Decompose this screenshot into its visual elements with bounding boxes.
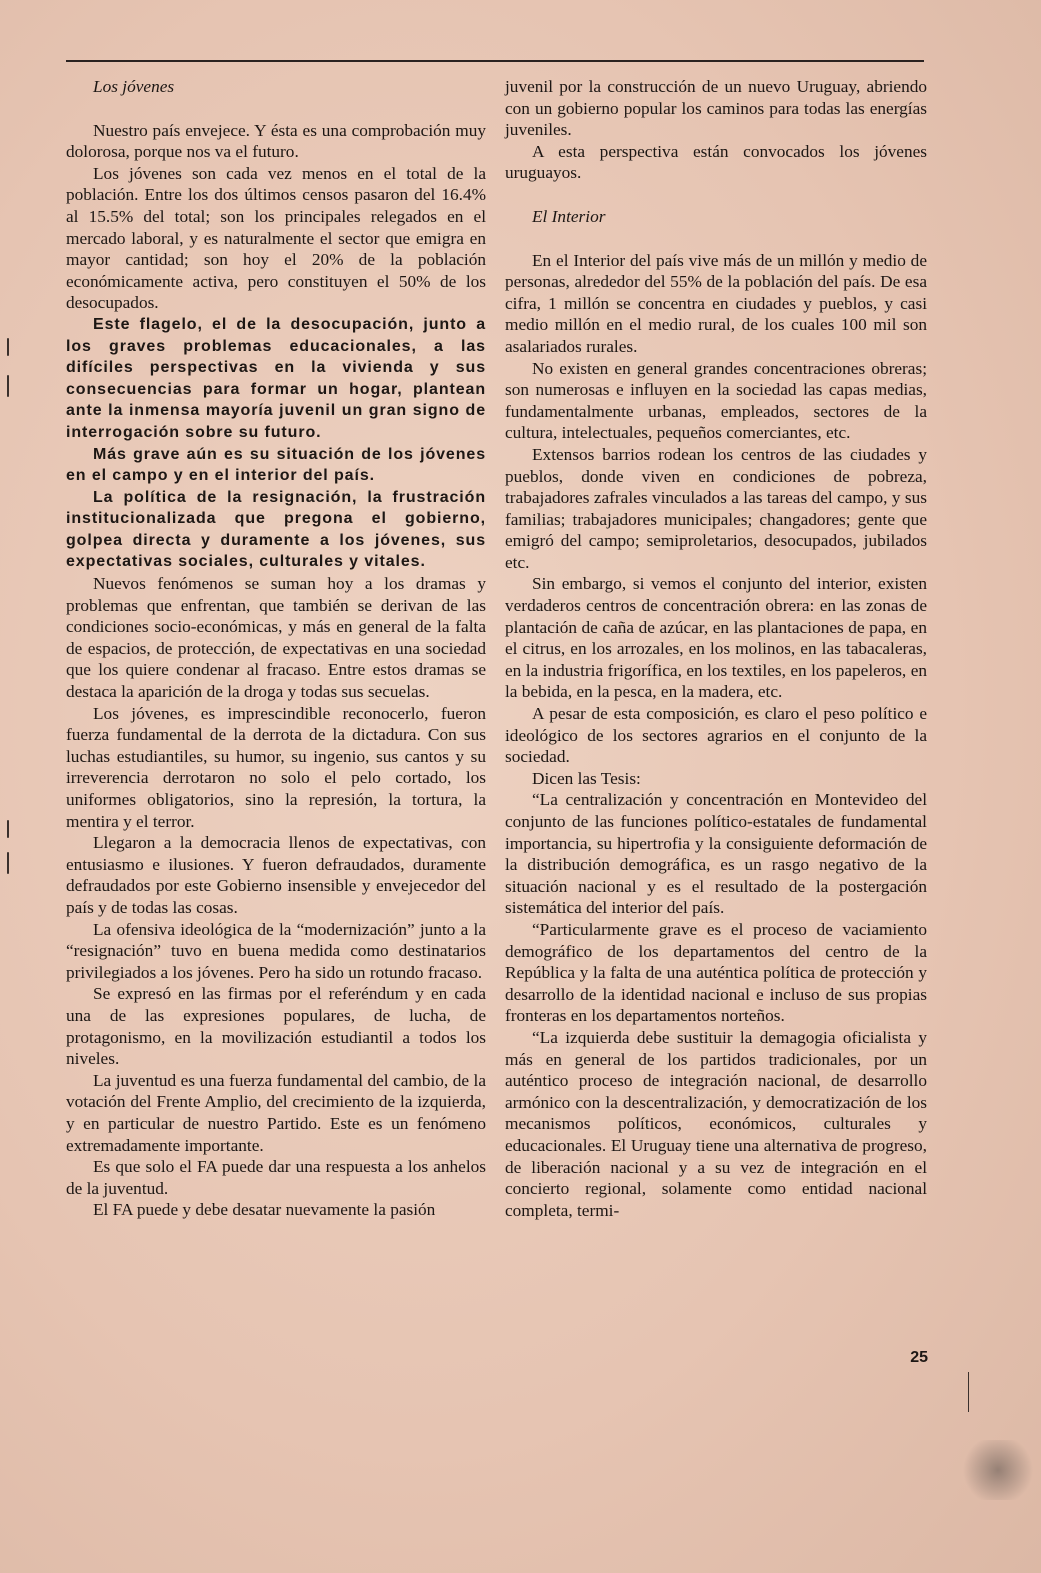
- margin-mark: [7, 852, 9, 874]
- margin-mark: [7, 338, 9, 356]
- paragraph: Los jóvenes son cada vez menos en el total de la población. Entre los dos últimos censos pasaron del 16.4% al 15.5% del total; son los principales relegados en el mercado laboral, y es naturalmente el sector que emigra en mayor cantidad; son hoy el 20% de la población económicamente activa, pero constituyen el 50% de los desocupados.: [66, 163, 486, 313]
- paragraph: Se expresó en las firmas por el referéndum y en cada una de las expresiones populares, de lucha, de protagonismo, en la movilización estudiantil a todos los niveles.: [66, 984, 486, 1069]
- right-column: [505, 76, 927, 1221]
- paragraph: Extensos barrios rodean los centros de las ciudades y pueblos, donde viven en condiciones de pobreza, trabajadores zafrales vinculados a las tareas del campo, y sus familias; trabajadores municipales; changadores; gente que emigró del campo; semiproletarios, desocupados, jubilados etc.: [505, 444, 927, 572]
- edge-mark: [968, 1372, 969, 1412]
- paragraph: Nuestro país envejece. Y ésta es una comprobación muy dolorosa, porque nos va el futuro.: [66, 120, 486, 162]
- bold-paragraph: La política de la resignación, la frustración institucionalizada que pregona el gobierno, golpea directa y duramente a los jóvenes, sus expectativas sociales, culturales y vitales.: [66, 488, 486, 571]
- margin-mark: [7, 375, 9, 397]
- paragraph: Nuevos fenómenos se suman hoy a los dramas y problemas que enfrentan, que también se derivan de las condiciones socio-económicas, y más en general de la falta de espacios, de protección, de expectativas en una sociedad que los quiere condenar al fracaso. Entre estos dramas se destaca la aparición de la droga y todas sus secuelas.: [66, 574, 486, 702]
- paragraph: Dicen las Tesis:: [532, 768, 641, 788]
- section-heading-interior: El Interior: [532, 206, 606, 226]
- paragraph: A pesar de esta composición, es claro el peso político e ideológico de los sectores agrarios en el conjunto de la sociedad.: [505, 704, 927, 767]
- paragraph: “La centralización y concentración en Montevideo del conjunto de las funciones político-estatales de fundamental importancia, su hipertrofia y la consiguiente deformación de la distribución demográfica, es un rasgo negativo de la situación nacional y es el resultado de la postergación sistemática del interior del país.: [505, 790, 927, 918]
- paragraph: No existen en general grandes concentraciones obreras; son numerosas e influyen en la sociedad las capas medias, fundamentalmente urbanas, empleados, sectores de la cultura, intelectuales, pequeños comerciantes, etc.: [505, 358, 927, 443]
- paragraph: La ofensiva ideológica de la “modernización” junto a la “resignación” tuvo en buena medida como destinatarios privilegiados a los jóvenes. Pero ha sido un rotundo fracaso.: [66, 919, 486, 982]
- print-smudge: [958, 1440, 1038, 1500]
- section-heading-jovenes: Los jóvenes: [93, 77, 175, 96]
- margin-mark: [7, 820, 9, 838]
- paragraph: “Particularmente grave es el proceso de vaciamiento demográfico de los departamentos del centro de la República y la falta de una auténtica política de protección y desarrollo de la identidad nacional e incluso de sus propias fronteras en los departamentos norteños.: [505, 919, 927, 1026]
- bold-paragraph: Más grave aún es su situación de los jóvenes en el campo y en el interior del país.: [66, 445, 486, 485]
- left-column: [66, 76, 486, 1221]
- paragraph: A esta perspectiva están convocados los jóvenes uruguayos.: [505, 141, 927, 183]
- page-number: 25: [910, 1349, 928, 1366]
- bold-paragraph: Este flagelo, el de la desocupación, junto a los graves problemas educacionales, a las difíciles perspectivas en la vivienda y sus consecuencias para formar un hogar, plantean ante la inmensa mayoría juvenil un gran signo de interrogación sobre su futuro.: [66, 315, 486, 441]
- paragraph: Sin embargo, si vemos el conjunto del interior, existen verdaderos centros de concentración obrera: en las zonas de plantación de caña de azúcar, en las plantaciones de papa, en el citrus, en los arrozales, en los molinos, en las tabacaleras, en la industria frigorífica, en los textiles, en los papeleros, en la bebida, en la pesca, en la madera, etc.: [505, 574, 927, 702]
- top-rule: [66, 60, 924, 62]
- paragraph: El FA puede y debe desatar nuevamente la pasión: [93, 1200, 436, 1220]
- paragraph: Llegaron a la democracia llenos de expectativas, con entusiasmo e ilusiones. Y fueron defraudados, duramente defraudados por este Gobierno insensible y envejecedor del país y de todas las cosas.: [66, 833, 486, 917]
- paragraph: La juventud es una fuerza fundamental del cambio, de la votación del Frente Amplio, del crecimiento de la izquierda, y en particular de nuestro Partido. Este es un fenómeno extremadamente importante.: [66, 1070, 486, 1155]
- continued-paragraph: juvenil por la construcción de un nuevo Uruguay, abriendo con un gobierno popular los caminos para todas las energías juveniles.: [505, 77, 927, 140]
- paragraph: Los jóvenes, es imprescindible reconocerlo, fueron fuerza fundamental de la derrota de la dictadura. Con sus luchas estudiantiles, su humor, su ingenio, sus cantos y su irreverencia derrotaron no solo el pelo cortado, los uniformes obligatorios, sino la represión, la tortura, la mentira y el terror.: [66, 703, 486, 831]
- paragraph: Es que solo el FA puede dar una respuesta a los anhelos de la juventud.: [66, 1157, 486, 1198]
- paragraph: En el Interior del país vive más de un millón y medio de personas, alrededor del 55% de la población del país. De esa cifra, 1 millón se concentra en ciudades y pueblos, y casi medio millón en el medio rural, de los cuales 100 mil son asalariados rurales.: [505, 250, 927, 356]
- paragraph: “La izquierda debe sustituir la demagogia oficialista y más en general de los partidos tradicionales, por un auténtico proceso de integración nacional, de desarrollo armónico con la descentralización, y democratización de los mecanismos políticos, económicos, culturales y educacionales. El Uruguay tiene una alternativa de progreso, de liberación nacional y a su vez de integración en el concierto regional, solamente como entidad nacional completa, termi-: [505, 1027, 927, 1220]
